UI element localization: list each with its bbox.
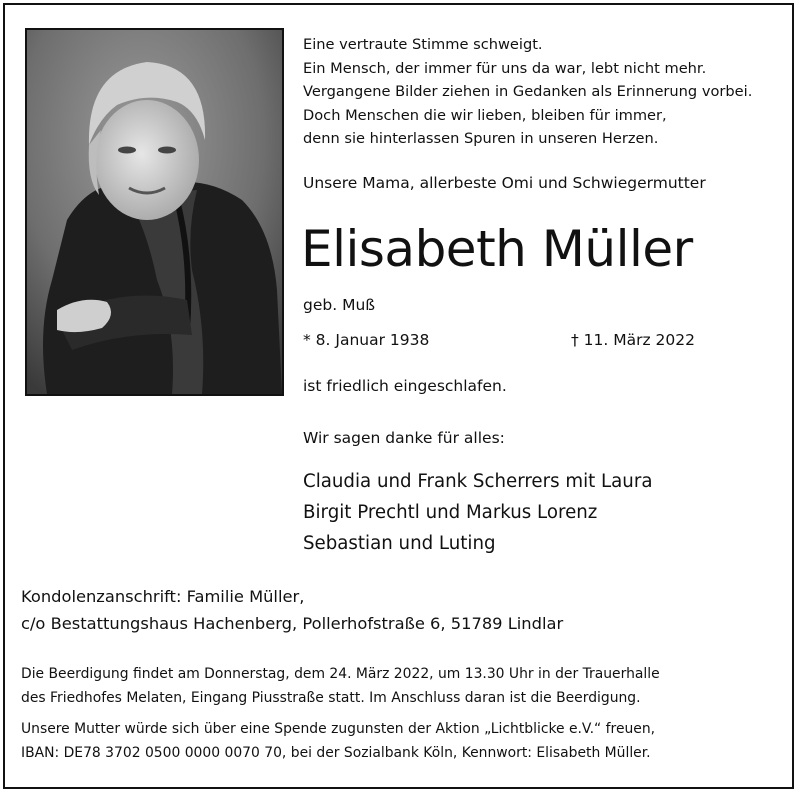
intro-text: Unsere Mama, allerbeste Omi und Schwiegermutter [303,174,706,192]
address-line: c/o Bestattungshaus Hachenberg, Pollerhofstraße 6, 51789 Lindlar [21,613,564,633]
passed-text: ist friedlich eingeschlafen. [303,377,507,395]
born-name: geb. Muß [303,296,376,314]
address-line: Kondolenzanschrift: Familie Müller, [21,587,305,606]
poem-line: Eine vertraute Stimme schweigt. [303,36,543,53]
funeral-notice [21,663,660,710]
portrait-photo [25,28,284,396]
family-list [303,466,652,559]
family-member: Claudia und Frank Scherrers mit Laura [303,471,653,492]
poem-line: Vergangene Bilder ziehen in Gedanken als Erinnerung vorbei. [303,83,753,101]
donation-notice [21,717,655,765]
deceased-name: Elisabeth Müller [301,220,693,278]
donation-line: Unsere Mutter würde sich über eine Spende zugunsten der Aktion „Lichtblicke e.V.“ freuen, [21,721,656,737]
family-member: Sebastian und Luting [303,533,496,554]
thanks-text: Wir sagen danke für alles: [303,429,505,447]
family-member: Birgit Prechtl und Markus Lorenz [303,502,598,523]
donation-line: IBAN: DE78 3702 0500 0000 0070 70, bei der Sozialbank Köln, Kennwort: Elisabeth Müller. [21,745,651,761]
funeral-line: des Friedhofes Melaten, Eingang Piusstraße statt. Im Anschluss daran ist die Beerdigung. [21,689,641,706]
condolence-address [21,584,563,637]
death-date: † 11. März 2022 [571,331,696,349]
poem [303,33,752,151]
funeral-line: Die Beerdigung findet am Donnerstag, dem 24. März 2022, um 13.30 Uhr in der Trauerhalle [21,666,660,682]
poem-line: Doch Menschen die wir lieben, bleiben für immer, [303,106,667,124]
portrait-image [27,30,282,394]
poem-line: Ein Mensch, der immer für uns da war, lebt nicht mehr. [303,59,707,77]
birth-date: * 8. Januar 1938 [303,331,430,349]
poem-line: denn sie hinterlassen Spuren in unseren Herzen. [303,130,659,148]
